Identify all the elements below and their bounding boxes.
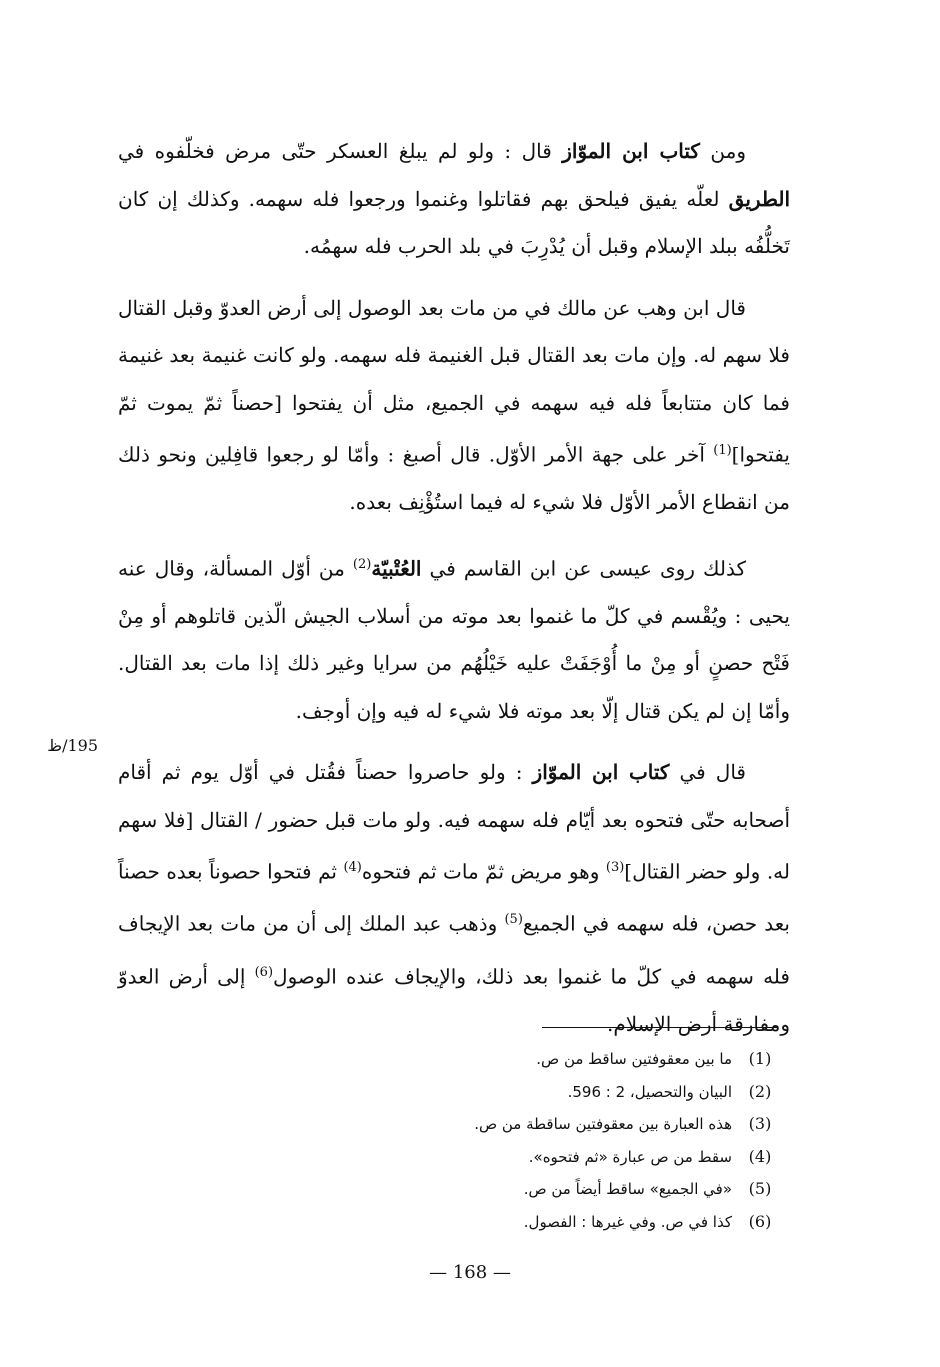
footnotes bbox=[300, 1043, 780, 1238]
footnote-text: كذا في ص. وفي غيرها : الفصول. bbox=[523, 1212, 732, 1231]
footnote-separator bbox=[542, 1027, 778, 1028]
text-run: وذهب عبد الملك إلى أن من مات بعد الإيجاف فله سهمه في كلّ ما غنموا بعد ذلك، والإيجاف عنده الوصول bbox=[118, 912, 790, 989]
footnote-text: «في الجميع» ساقط أيضاً من ص. bbox=[523, 1180, 732, 1198]
footnote-text: ما بين معقوفتين ساقط من ص. bbox=[536, 1050, 732, 1068]
footnote-ref: (4) bbox=[343, 860, 362, 876]
footnote-number: (4) bbox=[748, 1146, 772, 1166]
text-run: كذلك روى عيسى عن ابن القاسم في bbox=[421, 556, 746, 581]
footnote-item bbox=[300, 1173, 780, 1206]
paragraph-1 bbox=[118, 128, 790, 271]
footnote-number: (3) bbox=[748, 1114, 772, 1133]
footnote-text: هذه العبارة بين معقوفتين ساقطة من ص. bbox=[474, 1115, 732, 1133]
footnote-item bbox=[300, 1141, 780, 1174]
footnote-item bbox=[300, 1076, 780, 1109]
bold-term: كتاب ابن الموّاز bbox=[562, 139, 700, 163]
folio-margin-note: 195/ظ bbox=[47, 736, 98, 755]
footnote-item bbox=[300, 1206, 780, 1239]
text-run: وهو مريض ثمّ مات ثم فتحوه bbox=[361, 859, 606, 884]
main-text bbox=[118, 128, 790, 1048]
footnote-text: البيان والتحصيل، 2 : 596. bbox=[567, 1082, 732, 1101]
bold-term: كتاب ابن الموّاز bbox=[532, 760, 670, 785]
footnote-ref: (6) bbox=[254, 964, 274, 980]
text-run: آخر على جهة الأمر الأوّل. قال أصبغ : وأمّا لو رجعوا قافِلين ونحو ذلك من انقطاع الأمر الأوّل فلا شيء له فيما استُؤْنِف بعده. bbox=[118, 442, 790, 515]
bold-term: الطريق bbox=[728, 186, 790, 211]
footnote-item bbox=[300, 1108, 780, 1141]
text-run: إلى أرض العدوّ ومفارقة أرض الإسلام. bbox=[118, 964, 790, 1036]
text-run: قال ابن وهب عن مالك في من مات بعد الوصول إلى أرض العدوّ وقبل القتال فلا سهم له. وإن مات بعد القتال قبل الغنيمة فله سهمه. ولو كانت غنيمة بعد غنيمة فما كان متتابعاً فله فيه سهمه في الجميع، مثل أن يفتحوا [حصناً ثمّ يموت ثمّ يفتحوا] bbox=[118, 295, 790, 467]
footnote-number: (5) bbox=[748, 1179, 772, 1198]
text-run: من أوّل المسألة، وقال عنه يحيى : ويُقْسم في كلّ ما غنموا بعد موته من أسلاب الجيش الّذين قاتلوهم أو مِنْ فَتْح حصنٍ أو مِنْ ما أُوْجَفَتْ عليه خَيْلُهُم من سرايا وغير ذلك إذا مات بعد القتال. وأمّا إن لم يكن قتال إلّا بعد موته فلا شيء له فيه وإن أوجف. bbox=[118, 556, 790, 723]
footnote-number: (1) bbox=[748, 1049, 772, 1068]
text-run: قال في bbox=[669, 760, 746, 785]
text-run: ومن bbox=[699, 139, 746, 163]
footnote-number: (2) bbox=[748, 1081, 772, 1101]
footnote-ref: (2) bbox=[352, 556, 372, 572]
paragraph-3 bbox=[118, 541, 790, 736]
text-run: لعلّه يفيق فيلحق بهم فقاتلوا وغنموا ورجعوا فله سهمه. وكذلك إن كان تَخلُّفُه ببلد الإسلام وقبل أن يُدْرِبَ في بلد الحرب فله سهمُه. bbox=[118, 186, 790, 258]
text-run: ثم فتحوا حصوناً بعده حصناً بعد حصن، فله سهمه في الجميع bbox=[118, 859, 790, 937]
footnote-item bbox=[300, 1043, 780, 1076]
paragraph-4 bbox=[118, 749, 790, 1048]
paragraph-2 bbox=[118, 285, 790, 527]
footnote-ref: (1) bbox=[713, 443, 732, 458]
footnote-ref: (5) bbox=[504, 912, 523, 928]
footnote-text: سقط من ص عبارة «ثم فتحوه». bbox=[528, 1147, 732, 1166]
footnote-number: (6) bbox=[748, 1211, 772, 1231]
text-run: : ولو حاصروا حصناً فقُتل في أوّل يوم ثم أقام أصحابه حتّى فتحوه بعد أيّام فله سهمه فيه. ولو مات قبل حضور / القتال [فلا سهم له. ولو حضر القتال] bbox=[118, 760, 791, 884]
bold-term: العُتْبيّة bbox=[371, 556, 422, 581]
footnote-ref: (3) bbox=[605, 860, 625, 876]
page-number: — 168 — bbox=[429, 1262, 511, 1283]
text-run: قال : ولو لم يبلغ العسكر حتّى مرض فخلّفوه في bbox=[118, 139, 563, 163]
